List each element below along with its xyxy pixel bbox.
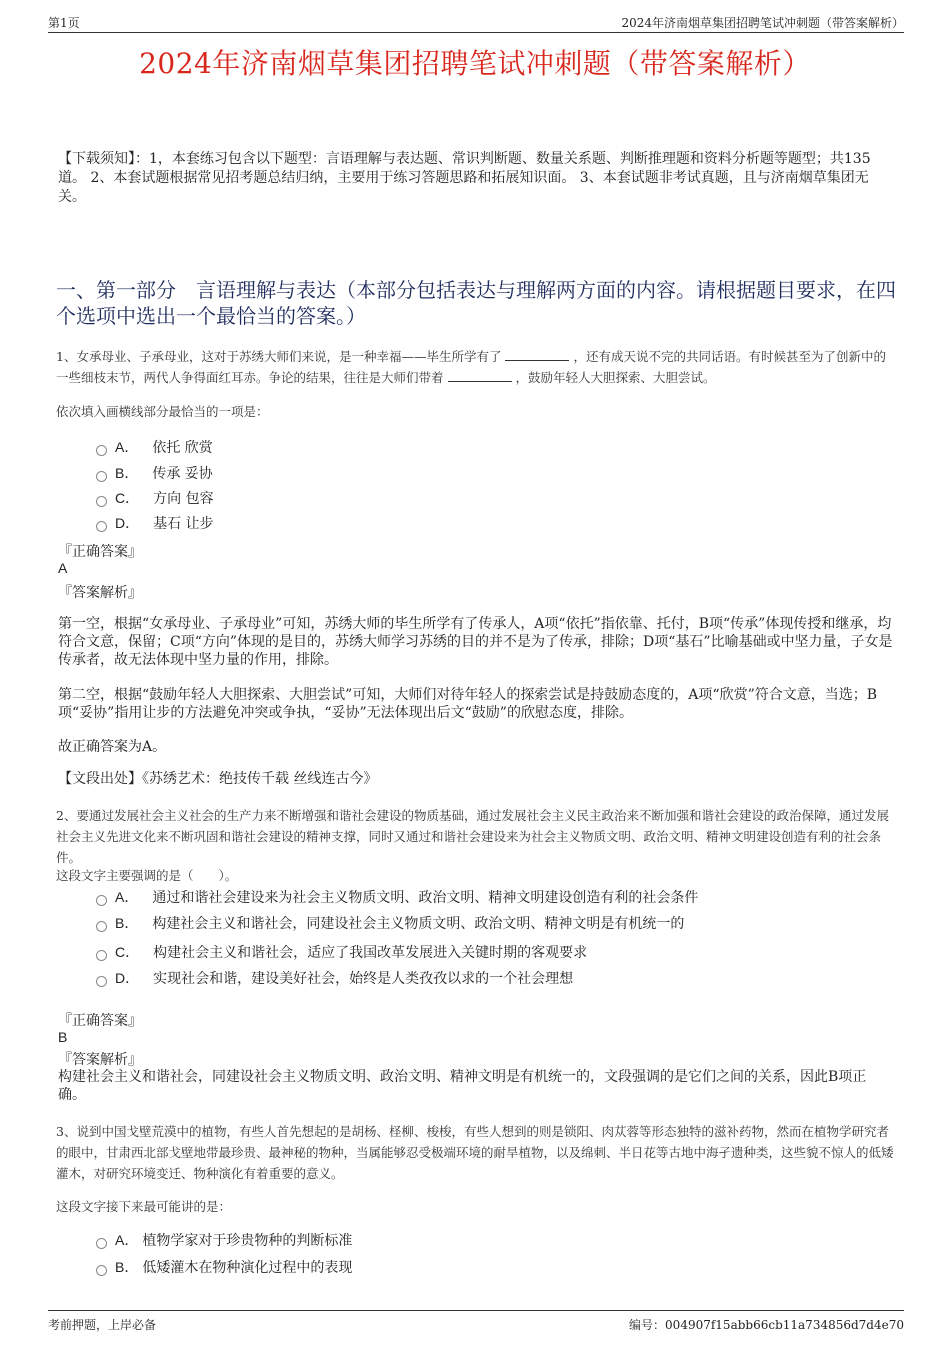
question-2-stem: 这段文字主要强调的是（ ）。 (56, 868, 238, 883)
question-2-option-c[interactable] (96, 942, 587, 962)
radio-icon[interactable] (96, 976, 107, 987)
radio-icon[interactable] (96, 445, 107, 456)
question-1-source: 【文段出处】《苏绣艺术：绝技传千载 丝线连古今》 (58, 771, 378, 787)
radio-icon[interactable] (96, 1238, 107, 1249)
radio-icon[interactable] (96, 895, 107, 906)
question-1-option-c[interactable] (96, 488, 214, 508)
question-1-analysis-p3: 故正确答案为A。 (58, 739, 167, 755)
question-1-option-d[interactable] (96, 513, 214, 533)
footer-slogan: 考前押题，上岸必备 (48, 1318, 157, 1332)
question-2-option-d[interactable] (96, 968, 573, 988)
option-text: 构建社会主义和谐社会，同建设社会主义物质文明、政治文明、精神文明是有机统一的 (152, 916, 685, 932)
section-heading: 一、第一部分 言语理解与表达（本部分包括表达与理解两方面的内容。请根据题目要求，在四个选项中选出一个最恰当的答案。） (56, 278, 896, 328)
question-3-option-b[interactable] (96, 1257, 352, 1277)
question-1-text (56, 346, 898, 388)
question-1-analysis-label: 『答案解析』 (58, 585, 142, 601)
option-letter: A． (115, 1232, 139, 1248)
option-text: 植物学家对于珍贵物种的判断标准 (142, 1233, 353, 1249)
fill-blank-1 (505, 347, 569, 361)
page-header (48, 12, 904, 33)
option-letter: A． (115, 889, 139, 905)
option-letter: B． (115, 465, 139, 481)
question-2-option-a[interactable] (96, 887, 698, 907)
question-2-analysis-label: 『答案解析』 (58, 1052, 142, 1068)
option-text: 构建社会主义和谐社会，适应了我国改革发展进入关键时期的客观要求 (153, 945, 588, 961)
option-letter: A． (115, 439, 139, 455)
option-text: 传承 妥协 (152, 466, 213, 482)
option-letter: C． (115, 490, 140, 506)
radio-icon[interactable] (96, 496, 107, 507)
question-2-option-b[interactable] (96, 913, 684, 933)
page-number: 第1页 (48, 16, 80, 30)
page-footer (48, 1310, 904, 1335)
option-text: 低矮灌木在物种演化过程中的表现 (142, 1260, 353, 1276)
option-text: 实现社会和谐，建设美好社会，始终是人类孜孜以求的一个社会理想 (153, 971, 574, 987)
option-letter: C． (115, 944, 140, 960)
option-letter: D． (115, 515, 140, 531)
question-1-analysis-p2: 第二空，根据“鼓励年轻人大胆探索、大胆尝试”可知，大师们对待年轻人的探索尝试是持鼓励态度的，A项“欣赏”符合文意，当选；B项“妥协”指用让步的方法避免冲突或争执，“妥协”无法体现出后文“鼓励”的欣慰态度，排除。 (58, 687, 878, 721)
question-2-analysis: 构建社会主义和谐社会，同建设社会主义物质文明、政治文明、精神文明是有机统一的，文段强调的是它们之间的关系，因此B项正确。 (58, 1069, 867, 1103)
option-text: 方向 包容 (153, 491, 214, 507)
option-text: 通过和谐社会建设来为社会主义物质文明、政治文明、精神文明建设创造有利的社会条件 (152, 890, 699, 906)
question-1-text-part-b: ，还有成天说不完的共同话语。有时候甚至为了创新中的一些细枝末节，两代人争得面红耳赤。争论的结果，往往是大师们带着 (56, 349, 886, 385)
question-1-answer: A (58, 560, 68, 576)
radio-icon[interactable] (96, 471, 107, 482)
option-text: 依托 欣赏 (152, 440, 213, 456)
question-1-text-part-a: 1、女承母业、子承母业，这对于苏绣大师们来说，是一种幸福——毕生所学有了 (56, 349, 502, 364)
question-1-option-b[interactable] (96, 463, 213, 483)
question-1-answer-label: 『正确答案』 (58, 544, 142, 560)
header-doc-title: 2024年济南烟草集团招聘笔试冲刺题（带答案解析） (621, 16, 904, 30)
document-title: 2024年济南烟草集团招聘笔试冲刺题（带答案解析） (139, 47, 811, 80)
option-letter: B． (115, 1259, 139, 1275)
question-1-analysis-p1: 第一空，根据“女承母业、子承母业”可知，苏绣大师的毕生所学有了传承人，A项“依托”指依靠、托付，B项“传承”体现传授和继承，均符合文意，保留；C项“方向”体现的是目的，苏绣大师学习苏绣的目的并不是为了传承，排除；D项“基石”比喻基础或中坚力量，子女是传承者，故无法体现中坚力量的作用，排除。 (58, 616, 893, 668)
question-2-answer-label: 『正确答案』 (58, 1013, 142, 1029)
question-2-answer: B (58, 1029, 68, 1045)
option-text: 基石 让步 (153, 516, 214, 532)
option-letter: B． (115, 915, 139, 931)
question-1-option-a[interactable] (96, 437, 213, 457)
radio-icon[interactable] (96, 521, 107, 532)
document-id: 编号：004907f15abb66cb11a734856d7d4e70 (629, 1318, 904, 1332)
fill-blank-2 (448, 368, 512, 382)
download-notice: 【下载须知】：1，本套练习包含以下题型：言语理解与表达题、常识判断题、数量关系题、判断推理题和资料分析题等题型；共135道。 2、本套试题根据常见招考题总结归纳，主要用于练习答题思路和拓展知识面。 3、本套试题非考试真题，且与济南烟草集团无关。 (58, 151, 871, 205)
option-letter: D． (115, 970, 140, 986)
question-3-stem: 这段文字接下来最可能讲的是： (56, 1199, 232, 1214)
question-3-option-a[interactable] (96, 1230, 352, 1250)
radio-icon[interactable] (96, 950, 107, 961)
question-1-stem: 依次填入画横线部分最恰当的一项是： (56, 404, 269, 419)
radio-icon[interactable] (96, 921, 107, 932)
question-1-text-part-c: ，鼓励年轻人大胆探索、大胆尝试。 (515, 370, 716, 385)
question-2-text: 2、要通过发展社会主义社会的生产力来不断增强和谐社会建设的物质基础，通过发展社会主义民主政治来不断加强和谐社会建设的政治保障，通过发展社会主义先进文化来不断巩固和谐社会建设的精神支撑，同时又通过和谐社会建设来为社会主义物质文明、政治文明、精神文明建设创造有利的社会条件。 (56, 808, 889, 865)
question-3-text: 3、说到中国戈壁荒漠中的植物，有些人首先想起的是胡杨、柽柳、梭梭，有些人想到的则是锁阳、肉苁蓉等形态独特的滋补药物，然而在植物学研究者的眼中，甘肃西北部戈壁地带最珍贵、最神秘的物种，当属能够忍受极端环境的耐旱植物，以及绵刺、半日花等古地中海孑遗种类，这些貌不惊人的低矮灌木，对研究环境变迁、物种演化有着重要的意义。 (56, 1124, 894, 1181)
radio-icon[interactable] (96, 1265, 107, 1276)
